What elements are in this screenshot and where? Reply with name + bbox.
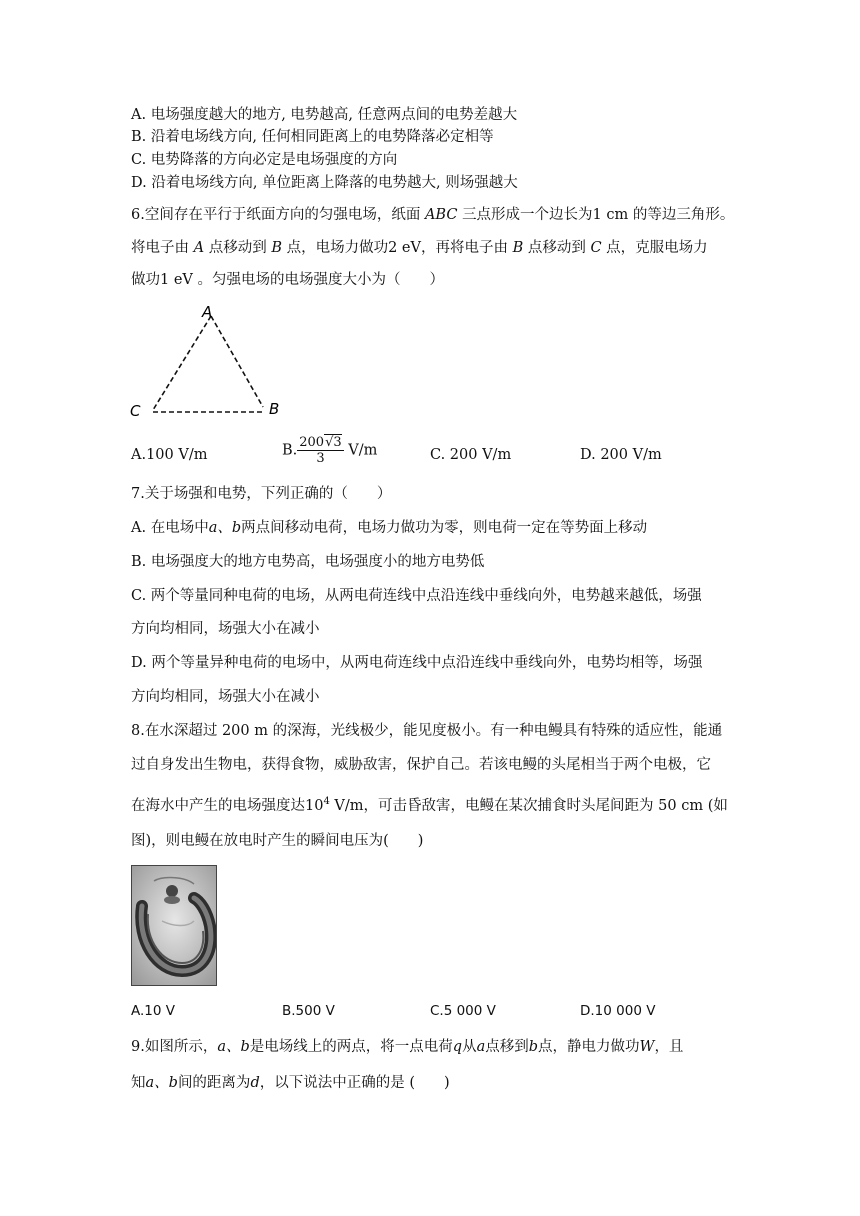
q8-stem-line3: 在海水中产生的电场强度达$10^4$ V/m，可击昏敌害，电鳗在某次捕食时头尾间距为 50 cm (如 (131, 796, 728, 814)
triangle-diagram (128, 300, 293, 425)
q8-stem-line4: 图)，则电鳗在放电时产生的瞬间电压为( ) (131, 833, 424, 849)
q5-option-c: C. 电势降落的方向必定是电场强度的方向 (131, 152, 398, 168)
q8-option-d: D.10 000 V (580, 1003, 656, 1019)
electric-eel-photo (131, 865, 217, 986)
vertex-label-a: A (202, 303, 213, 321)
q9-stem-line2: 知a、b间的距离为d，以下说法中正确的是 ( ) (131, 1075, 450, 1091)
q8-stem-line2: 过自身发出生物电，获得食物，威胁敌害，保护自己。若该电鳗的头尾相当于两个电极，它 (131, 757, 711, 773)
vertex-label-b: B (269, 400, 280, 418)
q7-option-d-line2: 方向均相同，场强大小在减小 (131, 689, 320, 705)
q8-option-c: C.5 000 V (430, 1003, 496, 1019)
vertex-label-c: C (130, 402, 141, 420)
q7-option-b: B. 电场强度大的地方电势高，电场强度小的地方电势低 (131, 554, 485, 570)
q7-option-c-line1: C. 两个等量同种电荷的电场，从两电荷连线中点沿连线中垂线向外，电势越来越低，场强 (131, 588, 702, 604)
q7-option-d-line1: D. 两个等量异种电荷的电场中，从两电荷连线中点沿连线中垂线向外，电势均相等，场强 (131, 655, 703, 671)
q6-option-b: B. $\frac{200√3}{3}$ V/m (282, 435, 378, 466)
q8-stem-line1: 8.在水深超过 200 m 的深海，光线极少，能见度极小。有一种电鳗具有特殊的适应性，能通 (131, 723, 723, 739)
q5-option-b: B. 沿着电场线方向, 任何相同距离上的电势降落必定相等 (131, 129, 494, 145)
q8-option-b: B.500 V (282, 1003, 335, 1019)
q5-option-a: A. 电场强度越大的地方, 电势越高, 任意两点间的电势差越大 (131, 107, 518, 123)
q7-option-c-line2: 方向均相同，场强大小在减小 (131, 621, 320, 637)
q6-stem-line3: 做功1 eV 。匀强电场的电场强度大小为（ ） (131, 272, 444, 288)
q6-stem-line2: 将电子由 A 点移动到 B 点，电场力做功2 eV，再将电子由 B 点移动到 C 点，克服电场力 (131, 240, 708, 256)
q9-stem-line1: 9.如图所示，a、b是电场线上的两点，将一点电荷q从a点移到b点，静电力做功W，且 (131, 1039, 684, 1055)
eel-illustration (132, 866, 217, 986)
q6-option-d: D. 200 V/m (580, 447, 662, 463)
q6-stem-line1: 6.空间存在平行于纸面方向的匀强电场，纸面 ABC 三点形成一个边长为1 cm 的等边三角形。 (131, 207, 735, 223)
q6-option-a: A.100 V/m (131, 447, 208, 463)
q7-stem: 7.关于场强和电势，下列正确的（ ） (131, 486, 392, 502)
q6-option-c: C. 200 V/m (430, 447, 512, 463)
q7-option-a: A. 在电场中a、b两点间移动电荷，电场力做功为零，则电荷一定在等势面上移动 (131, 520, 648, 536)
q8-option-a: A.10 V (131, 1003, 175, 1019)
q5-option-d: D. 沿着电场线方向, 单位距离上降落的电势越大, 则场强越大 (131, 175, 518, 191)
